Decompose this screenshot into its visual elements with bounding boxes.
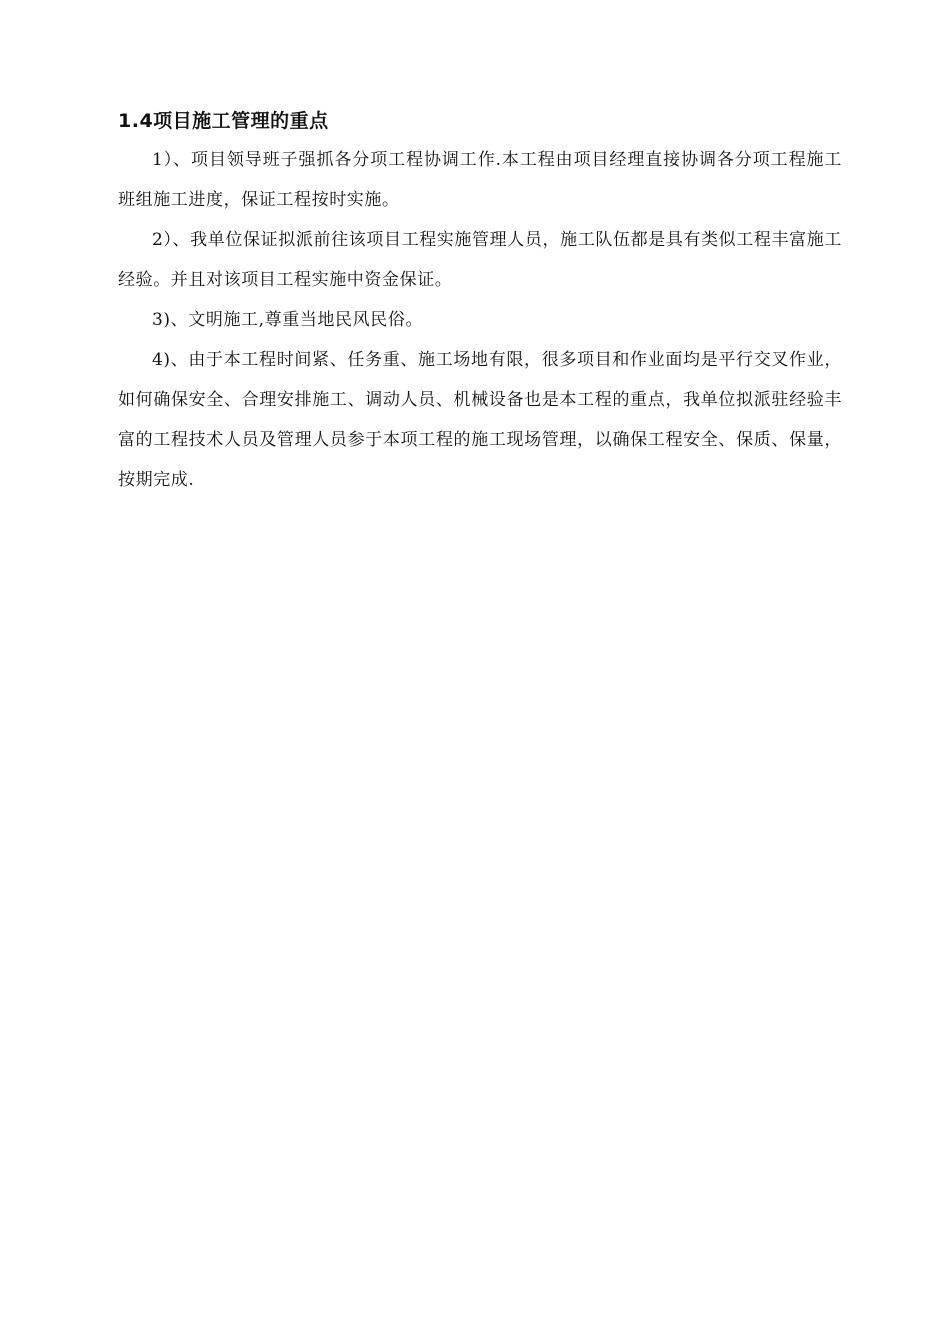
paragraph-2: 2）、我单位保证拟派前往该项目工程实施管理人员，施工队伍都是具有类似工程丰富施工经验。并且对该项目工程实施中资金保证。: [118, 230, 842, 290]
paragraph-4: 4)、由于本工程时间紧、任务重、施工场地有限，很多项目和作业面均是平行交叉作业，如何确保安全、合理安排施工、调动人员、机械设备也是本工程的重点，我单位拟派驻经验丰富的工程技术人员及管理人员参于本项工程的施工现场管理，以确保工程安全、保质、保量，按期完成.: [118, 350, 842, 490]
paragraph-1: 1）、项目领导班子强抓各分项工程协调工作.本工程由项目经理直接协调各分项工程施工班组施工进度，保证工程按时实施。: [118, 150, 842, 210]
section-heading: 1.4项目施工管理的重点: [118, 110, 329, 132]
paragraph-3: 3)、文明施工,尊重当地民风民俗。: [152, 310, 424, 330]
section-content: [118, 104, 842, 500]
